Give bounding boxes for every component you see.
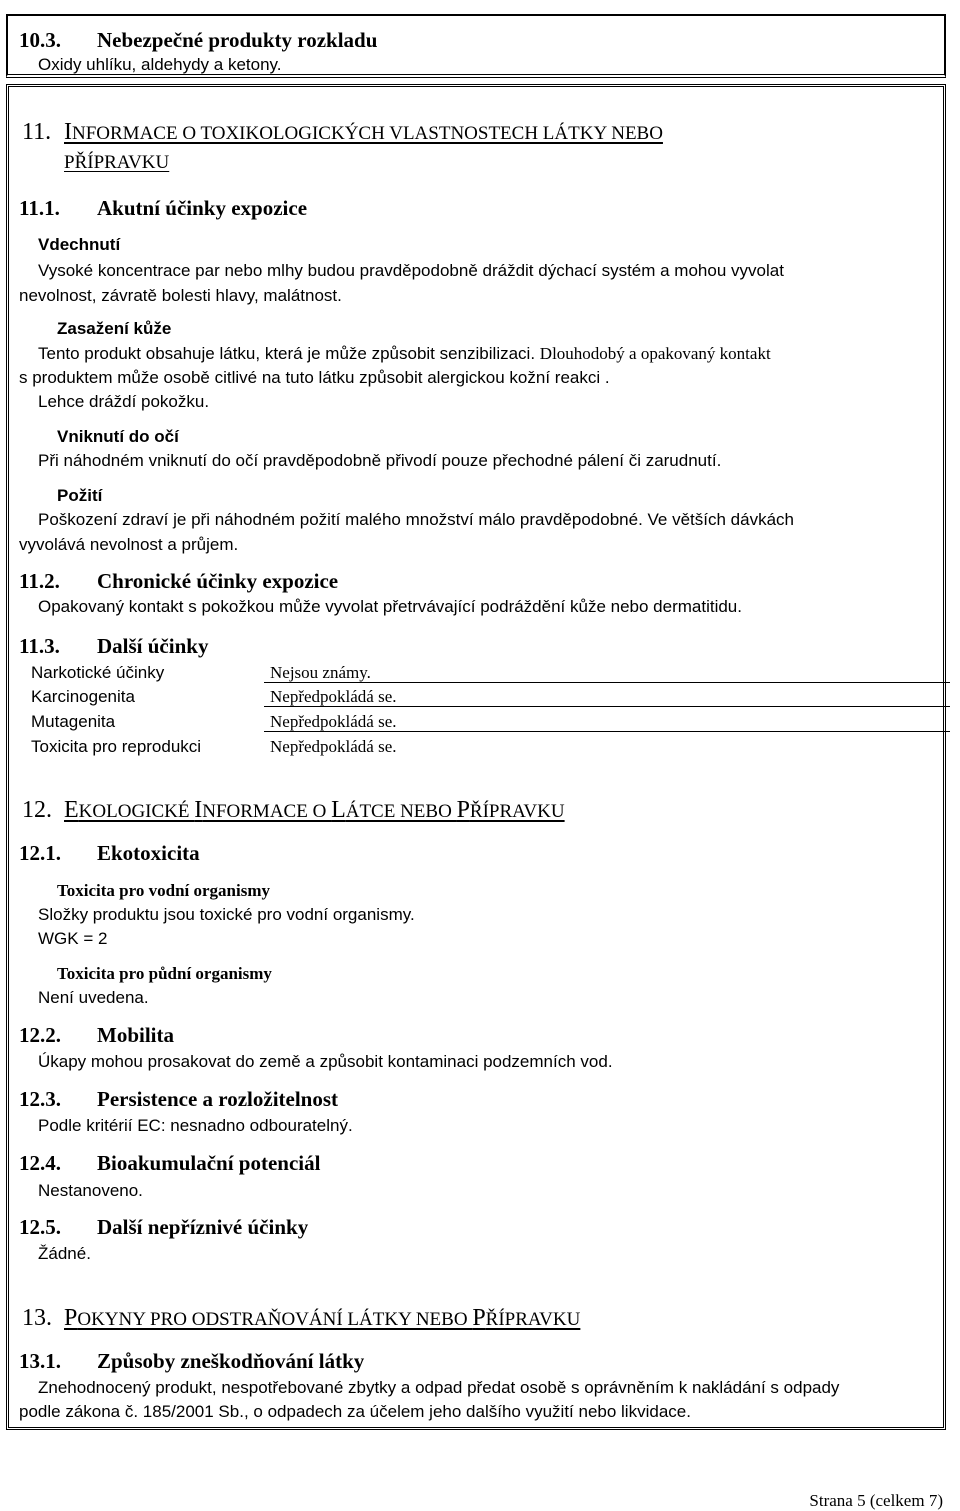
bioaccumulation-text: Nestanoveno. [38,1181,143,1200]
chronic-effects-text: Opakovaný kontakt s pokožkou může vyvolat přetrvávající podráždění kůže nebo dermatitidu. [38,597,742,616]
effect-value: Nepředpokládá se. [270,712,397,731]
section-title: INFORMACE O TOXIKOLOGICKÝCH VLASTNOSTECH LÁTKY NEBO [64,119,663,145]
disposal-text: Znehodnocený produkt, nespotřebované zbytky a odpad předat osobě s oprávněním k nakládání s odpady [38,1378,840,1397]
persistence-text: Podle kritérií EC: nesnadno odbouratelný. [38,1116,353,1135]
inhalation-text: Vysoké koncentrace par nebo mlhy budou pravděpodobně dráždit dýchací systém a mohou vyvolat [38,261,784,280]
aquatic-toxicity-text: Složky produktu jsou toxické pro vodní organismy. [38,905,415,924]
page-number: Strana 5 (celkem 7) [809,1491,943,1510]
mobility-text: Úkapy mohou prosakovat do země a způsobit kontaminaci podzemních vod. [38,1052,613,1071]
section-title: EKOLOGICKÉ INFORMACE O LÁTCE NEBO PŘÍPRAVKU [64,797,565,823]
section-title: POKYNY PRO ODSTRAŇOVÁNÍ LÁTKY NEBO PŘÍPRAVKU [64,1305,581,1331]
skin-contact-text-cont2: Lehce dráždí pokožku. [38,392,210,411]
effect-name: Toxicita pro reprodukci [31,737,202,756]
section-number: 12. [22,797,52,823]
soil-toxicity-label: Toxicita pro půdní organismy [57,964,272,983]
section-number: 10.3. [19,28,61,52]
inhalation-text-cont: nevolnost, závratě bolesti hlavy, malátnost. [19,286,342,305]
row-divider [264,706,950,707]
effect-value: Nepředpokládá se. [270,687,397,706]
disposal-text-cont: podle zákona č. 185/2001 Sb., o odpadech za účelem jeho dalšího využití nebo likvidace. [19,1402,691,1421]
section-11-title-continuation: PŘÍPRAVKU [64,152,170,173]
effect-value: Nepředpokládá se. [270,737,397,756]
skin-contact-label: Zasažení kůže [57,319,172,338]
decomposition-products-text: Oxidy uhlíku, aldehydy a ketony. [38,55,282,74]
eye-contact-label: Vniknutí do očí [57,427,179,446]
row-divider [264,682,950,683]
effect-name: Karcinogenita [31,687,135,706]
section-title: Nebezpečné produkty rozkladu [97,28,378,52]
aquatic-toxicity-label: Toxicita pro vodní organismy [57,881,271,900]
soil-toxicity-text: Není uvedena. [38,988,149,1007]
inhalation-label: Vdechnutí [38,235,121,254]
row-divider [264,731,950,732]
ingestion-text-cont: vyvolává nevolnost a průjem. [19,535,239,554]
eye-contact-text: Při náhodném vniknutí do očí pravděpodobně přivodí pouze přechodné pálení či zarudnutí. [38,451,722,470]
adverse-effects-text: Žádné. [38,1244,91,1263]
section-number: 11. [22,119,52,145]
effect-value: Nejsou známy. [270,663,371,682]
ingestion-text: Poškození zdraví je při náhodném požití malého množství málo pravděpodobné. Ve větších dávkách [38,510,794,529]
skin-contact-text: Tento produkt obsahuje látku, která je může způsobit senzibilizaci. Dlouhodobý a opakovaný kontakt [38,344,771,363]
skin-contact-text-cont: s produktem může osobě citlivé na tuto látku způsobit alergickou kožní reakci . [19,368,610,387]
wgk-value: WGK = 2 [38,929,108,948]
effect-name: Narkotické účinky [31,663,165,682]
effect-name: Mutagenita [31,712,116,731]
ingestion-label: Požití [57,486,103,505]
section-number: 13. [22,1305,52,1331]
